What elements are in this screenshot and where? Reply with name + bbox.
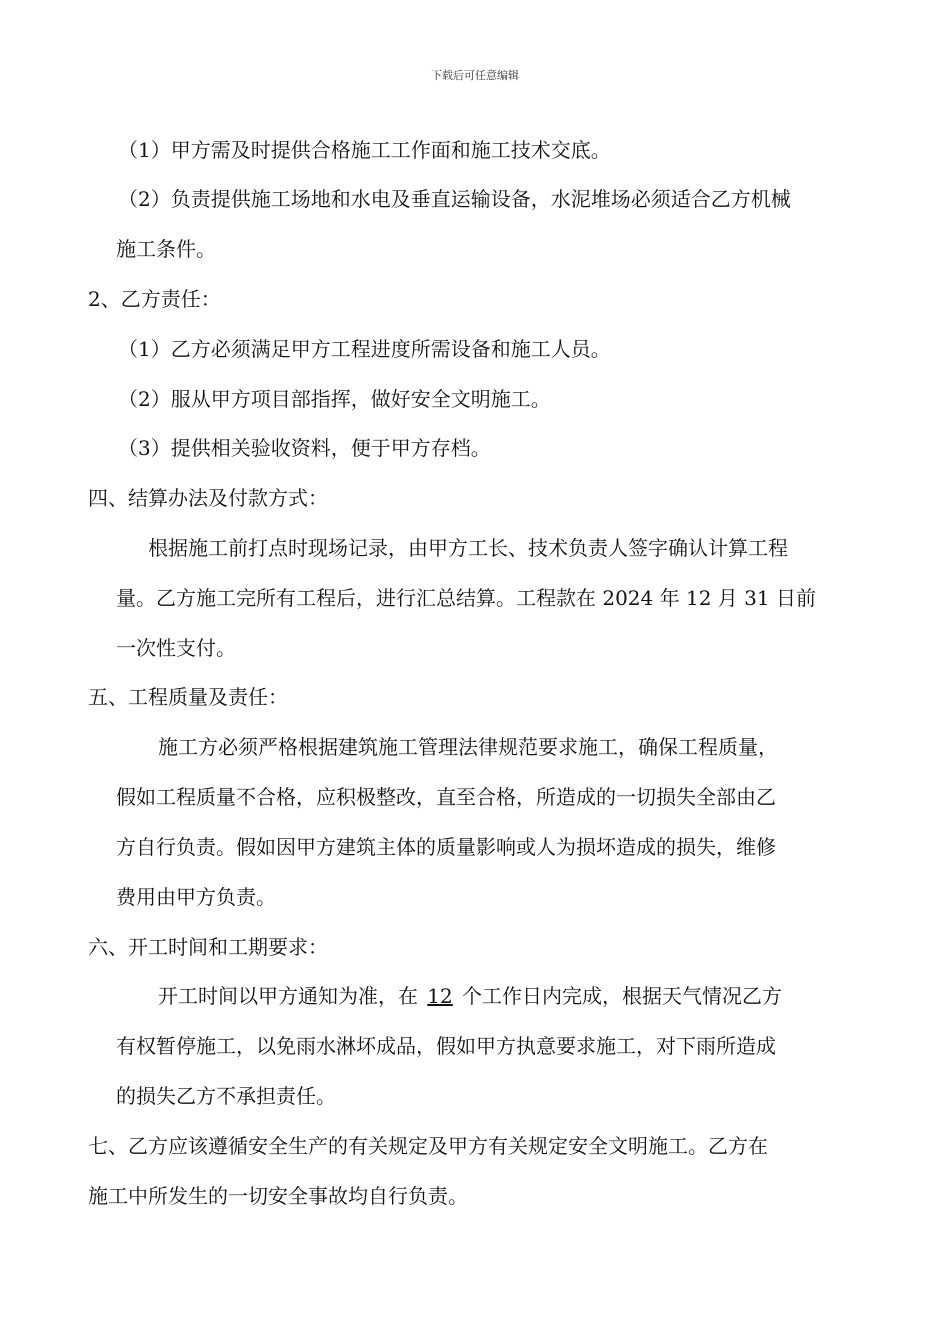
clause-1-1: （1）甲方需及时提供合格施工工作面和施工技术交底。	[118, 138, 611, 162]
clause-1-2-cont: 施工条件。	[116, 237, 216, 261]
clause-2-2: （2）服从甲方项目部指挥，做好安全文明施工。	[118, 387, 551, 411]
clause-1-2: （2）负责提供施工场地和水电及垂直运输设备，水泥堆场必须适合乙方机械	[118, 187, 791, 211]
page-header: 下载后可任意编辑	[431, 69, 519, 82]
quality-para-4: 费用由甲方负责。	[116, 885, 276, 909]
quality-para-2: 假如工程质量不合格，应积极整改，直至合格，所造成的一切损失全部由乙	[116, 785, 776, 809]
section-schedule: 六、开工时间和工期要求：	[88, 935, 328, 959]
safety-para-cont: 施工中所发生的一切安全事故均自行负责。	[88, 1184, 468, 1208]
clause-2-1: （1）乙方必须满足甲方工程进度所需设备和施工人员。	[118, 337, 611, 361]
quality-para-3: 方自行负责。假如因甲方建筑主体的质量影响或人为损坏造成的损失，维修	[116, 835, 776, 859]
clause-2-3: （3）提供相关验收资料，便于甲方存档。	[118, 436, 491, 460]
section-safety: 七、乙方应该遵循安全生产的有关规定及甲方有关规定安全文明施工。乙方在	[88, 1134, 768, 1158]
schedule-text-b: 个工作日内完成，根据天气情况乙方	[462, 984, 782, 1008]
schedule-text-a: 开工时间以甲方通知为准，在	[158, 984, 418, 1008]
section-party-b: 2、乙方责任：	[88, 287, 221, 311]
settlement-para-3: 一次性支付。	[116, 636, 236, 660]
quality-para-1: 施工方必须严格根据建筑施工管理法律规范要求施工，确保工程质量，	[158, 735, 778, 759]
schedule-para-2: 有权暂停施工，以免雨水淋坏成品，假如甲方执意要求施工，对下雨所造成	[116, 1034, 776, 1058]
settlement-para-2: 量。乙方施工完所有工程后，进行汇总结算。工程款在 2024 年 12 月 31 日前	[116, 586, 816, 610]
section-quality: 五、工程质量及责任：	[88, 685, 288, 709]
section-settlement: 四、结算办法及付款方式：	[88, 486, 328, 510]
schedule-para-3: 的损失乙方不承担责任。	[116, 1084, 336, 1108]
settlement-para-1: 根据施工前打点时现场记录，由甲方工长、技术负责人签字确认计算工程	[148, 536, 788, 560]
workdays-blank: 12	[427, 984, 453, 1008]
schedule-para-1	[158, 984, 950, 1008]
